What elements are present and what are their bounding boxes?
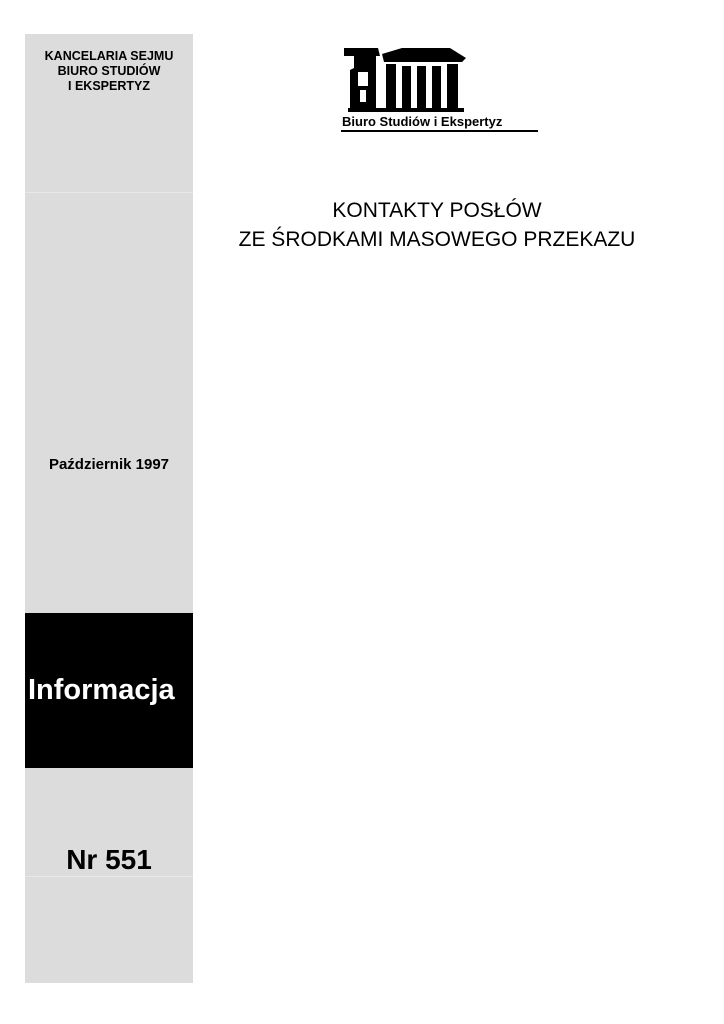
logo-caption: Biuro Studiów i Ekspertyz	[342, 114, 503, 129]
document-number: Nr 551	[66, 844, 152, 875]
document-type-box	[25, 613, 193, 768]
institution-line-1: KANCELARIA SEJMU	[44, 49, 174, 63]
sidebar-divider	[25, 192, 193, 193]
title-line-1: KONTAKTY POSŁÓW	[332, 199, 542, 222]
sidebar-panel	[25, 34, 193, 983]
document-title	[200, 196, 674, 254]
institution-line-3: I EKSPERTYZ	[68, 79, 150, 93]
sidebar-divider-bottom	[25, 876, 193, 877]
institution-line-2: BIURO STUDIÓW	[57, 64, 161, 78]
logo-underline	[341, 130, 538, 132]
institution-header	[25, 49, 193, 94]
title-line-2: ZE ŚRODKAMI MASOWEGO PRZEKAZU	[238, 228, 636, 251]
publication-date: Październik 1997	[48, 456, 170, 473]
document-type-label: Informacja	[28, 674, 175, 706]
